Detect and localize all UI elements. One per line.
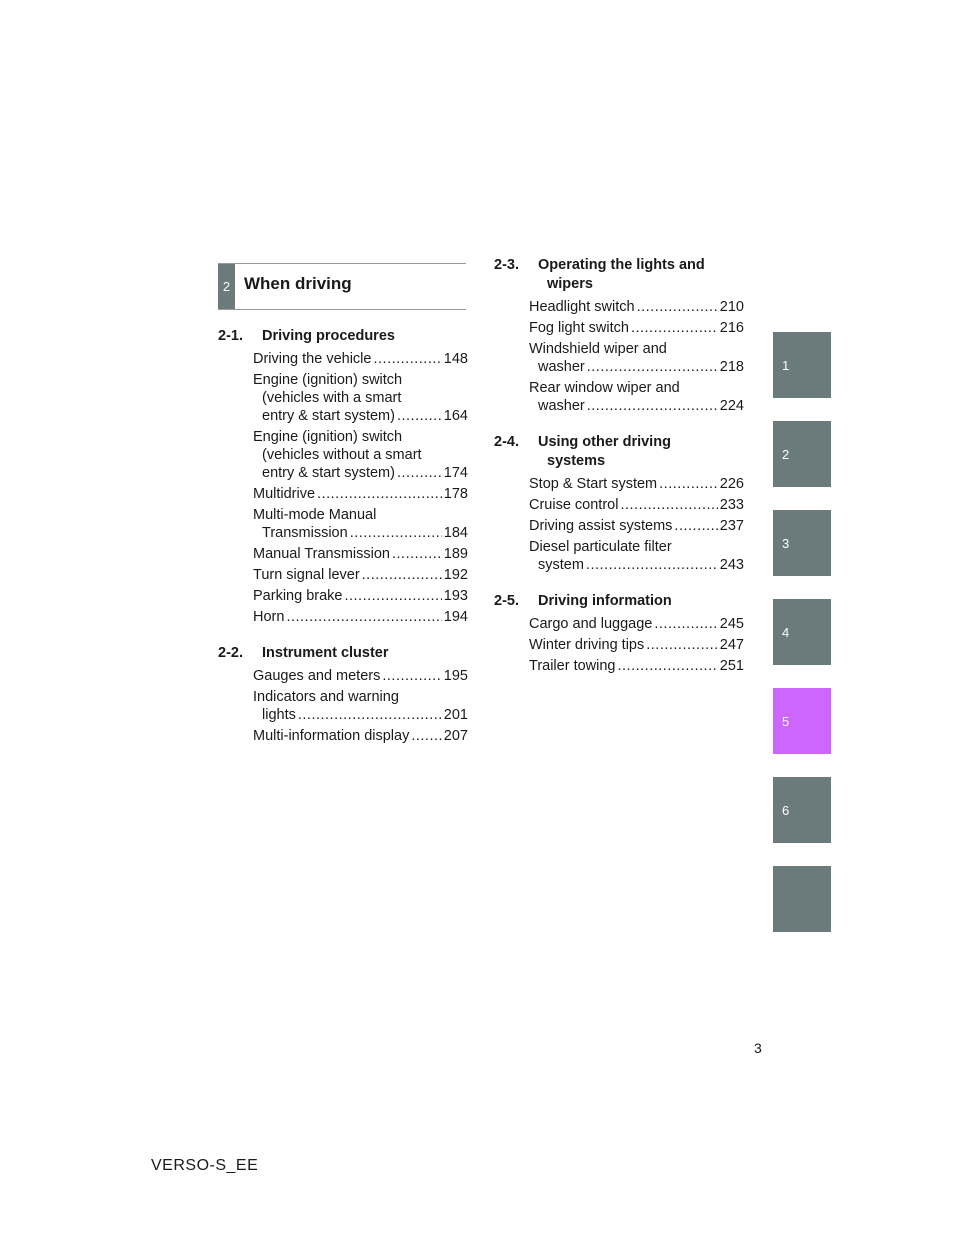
toc-leader-dots (646, 636, 718, 654)
toc-entry-text: (vehicles without a smart (262, 447, 422, 463)
toc-group (494, 256, 744, 415)
toc-entry[interactable] (253, 587, 468, 605)
toc-leader-dots (631, 319, 718, 337)
toc-group (494, 433, 744, 574)
toc-entry[interactable] (253, 350, 468, 368)
toc-entry-text: Fog light switch (529, 320, 629, 336)
toc-group-number: 2-1. (218, 328, 243, 344)
toc-leader-dots (620, 496, 717, 514)
toc-group-heading (494, 256, 744, 294)
toc-entry[interactable] (253, 608, 468, 626)
toc-entry[interactable] (529, 319, 744, 337)
toc-group-number: 2-4. (494, 434, 519, 450)
toc-entry-text: Rear window wiper and (529, 380, 680, 396)
chapter-tab-5[interactable] (773, 688, 831, 754)
toc-leader-dots (587, 397, 718, 415)
toc-leader-dots (373, 350, 441, 368)
toc-leader-dots (654, 615, 717, 633)
toc-page-number: 251 (719, 658, 744, 674)
toc-entry[interactable] (253, 545, 468, 563)
toc-group-heading (218, 644, 468, 663)
toc-group-title (494, 433, 744, 471)
toc-group-title-line: Using other driving (538, 434, 671, 450)
toc-leader-dots (317, 485, 442, 503)
toc-leader-dots (397, 464, 442, 482)
toc-right-column (494, 256, 744, 693)
toc-page-number: 174 (443, 465, 468, 481)
toc-page-number: 164 (443, 408, 468, 424)
chapter-tab-label: 5 (782, 713, 790, 729)
toc-entry-text: Headlight switch (529, 299, 635, 315)
toc-group (494, 592, 744, 675)
toc-page-number: 207 (443, 728, 468, 744)
toc-entry-text: Engine (ignition) switch (253, 372, 403, 388)
toc-entry-text: Engine (ignition) switch (253, 429, 403, 445)
toc-entry[interactable] (253, 727, 468, 745)
toc-group-heading (494, 433, 744, 471)
toc-entry-text: Horn (253, 609, 285, 625)
toc-page-number: 245 (719, 616, 744, 632)
toc-group-title-line: Operating the lights and (538, 257, 705, 273)
toc-entry[interactable] (529, 379, 744, 415)
toc-page-number: 237 (719, 518, 744, 534)
toc-group-title (494, 592, 744, 611)
toc-group-number: 2-3. (494, 257, 519, 273)
toc-group-title-line: Driving procedures (262, 328, 395, 344)
toc-entry-text: Trailer towing (529, 658, 616, 674)
toc-entry[interactable] (529, 475, 744, 493)
toc-entry[interactable] (529, 517, 744, 535)
toc-entry-text: Multi-mode Manual (253, 507, 377, 523)
toc-page-number: 210 (719, 299, 744, 315)
toc-entry[interactable] (529, 496, 744, 514)
toc-entry[interactable] (253, 667, 468, 685)
toc-entry-text: Windshield wiper and (529, 341, 667, 357)
toc-entry[interactable] (253, 371, 468, 425)
toc-leader-dots (397, 407, 442, 425)
toc-page-number: 148 (443, 351, 468, 367)
toc-group-title-line: systems (547, 453, 606, 469)
toc-entry[interactable] (253, 428, 468, 482)
toc-entry-text: Driving assist systems (529, 518, 673, 534)
toc-group-title (218, 327, 468, 346)
toc-page-number: 195 (443, 668, 468, 684)
toc-page-number: 193 (443, 588, 468, 604)
toc-entry[interactable] (253, 506, 468, 542)
section-number: 2 (218, 264, 235, 309)
toc-entry-text: Driving the vehicle (253, 351, 372, 367)
toc-page-number: 184 (443, 525, 468, 541)
toc-page-number: 201 (443, 707, 468, 723)
toc-entry-text: Manual Transmission (253, 546, 390, 562)
toc-group-number: 2-2. (218, 645, 243, 661)
toc-leader-dots (587, 358, 718, 376)
toc-entry-text: Cruise control (529, 497, 619, 513)
toc-entry-text: lights (262, 707, 296, 723)
toc-group-heading (218, 327, 468, 346)
toc-entry[interactable] (529, 657, 744, 675)
toc-leader-dots (659, 475, 718, 493)
toc-group-title (494, 256, 744, 294)
toc-leader-dots (350, 524, 442, 542)
toc-entry-text: Turn signal lever (253, 567, 360, 583)
toc-page-number: 233 (719, 497, 744, 513)
toc-entry-text: washer (538, 359, 585, 375)
toc-leader-dots (392, 545, 442, 563)
toc-page-number: 192 (443, 567, 468, 583)
toc-leader-dots (362, 566, 442, 584)
toc-entry-text: Indicators and warning (253, 689, 399, 705)
toc-leader-dots (618, 657, 718, 675)
toc-page-number: 178 (443, 486, 468, 502)
section-title: When driving (244, 274, 352, 293)
toc-page-number: 218 (719, 359, 744, 375)
page-number: 3 (754, 1040, 762, 1056)
toc-leader-dots (286, 608, 441, 626)
toc-leader-dots (674, 517, 717, 535)
toc-entry-text: entry & start system) (262, 465, 395, 481)
chapter-tab-4[interactable] (773, 599, 831, 665)
toc-entry[interactable] (529, 636, 744, 654)
toc-entry[interactable] (529, 340, 744, 376)
toc-page-number: 226 (719, 476, 744, 492)
footer-code: VERSO-S_EE (151, 1157, 259, 1174)
toc-leader-dots (298, 706, 442, 724)
chapter-tab-label: 2 (782, 446, 790, 462)
toc-entry-text: Multidrive (253, 486, 316, 502)
toc-entry[interactable] (529, 298, 744, 316)
toc-page-number: 243 (719, 557, 744, 573)
chapter-tab-label: 4 (782, 624, 790, 640)
toc-entry-text: Diesel particulate filter (529, 539, 672, 555)
chapter-tab-label: 3 (782, 535, 790, 551)
toc-group-heading (494, 592, 744, 611)
chapter-tab-1[interactable] (773, 332, 831, 398)
toc-group-title (218, 644, 468, 663)
toc-entry-text: entry & start system) (262, 408, 395, 424)
toc-entry[interactable] (253, 688, 468, 724)
toc-leader-dots (586, 556, 718, 574)
toc-entry-text: Cargo and luggage (529, 616, 653, 632)
toc-group-title-line: Instrument cluster (262, 645, 389, 661)
toc-page-number: 224 (719, 398, 744, 414)
toc-entry-text: Gauges and meters (253, 668, 381, 684)
toc-entry-text: Transmission (262, 525, 348, 541)
toc-entry-text: Winter driving tips (529, 637, 645, 653)
toc-leader-dots (411, 727, 441, 745)
toc-page-number: 194 (443, 609, 468, 625)
toc-entry[interactable] (253, 566, 468, 584)
chapter-tab-index[interactable] (773, 866, 831, 932)
toc-page-number: 247 (719, 637, 744, 653)
toc-page-number: 189 (443, 546, 468, 562)
toc-entry-text: Parking brake (253, 588, 343, 604)
toc-entry-text: washer (538, 398, 585, 414)
toc-group-number: 2-5. (494, 593, 519, 609)
chapter-tab-2[interactable] (773, 421, 831, 487)
toc-left-column (218, 327, 468, 763)
toc-page-number: 216 (719, 320, 744, 336)
toc-entry[interactable] (253, 485, 468, 503)
toc-entry[interactable] (529, 538, 744, 574)
section-header (218, 263, 466, 310)
toc-entry-text: (vehicles with a smart (262, 390, 402, 406)
toc-entry-text: Stop & Start system (529, 476, 658, 492)
chapter-tab-6[interactable] (773, 777, 831, 843)
toc-group-title-line: wipers (547, 276, 593, 292)
chapter-tab-label: 1 (782, 357, 790, 373)
toc-group-title-line: Driving information (538, 593, 672, 609)
toc-leader-dots (382, 667, 441, 685)
toc-entry[interactable] (529, 615, 744, 633)
toc-entry-text: Multi-information display (253, 728, 410, 744)
chapter-tab-label: 6 (782, 802, 790, 818)
toc-leader-dots (344, 587, 441, 605)
chapter-tab-3[interactable] (773, 510, 831, 576)
toc-group (218, 327, 468, 626)
toc-group (218, 644, 468, 745)
toc-leader-dots (637, 298, 718, 316)
toc-entry-text: system (538, 557, 584, 573)
